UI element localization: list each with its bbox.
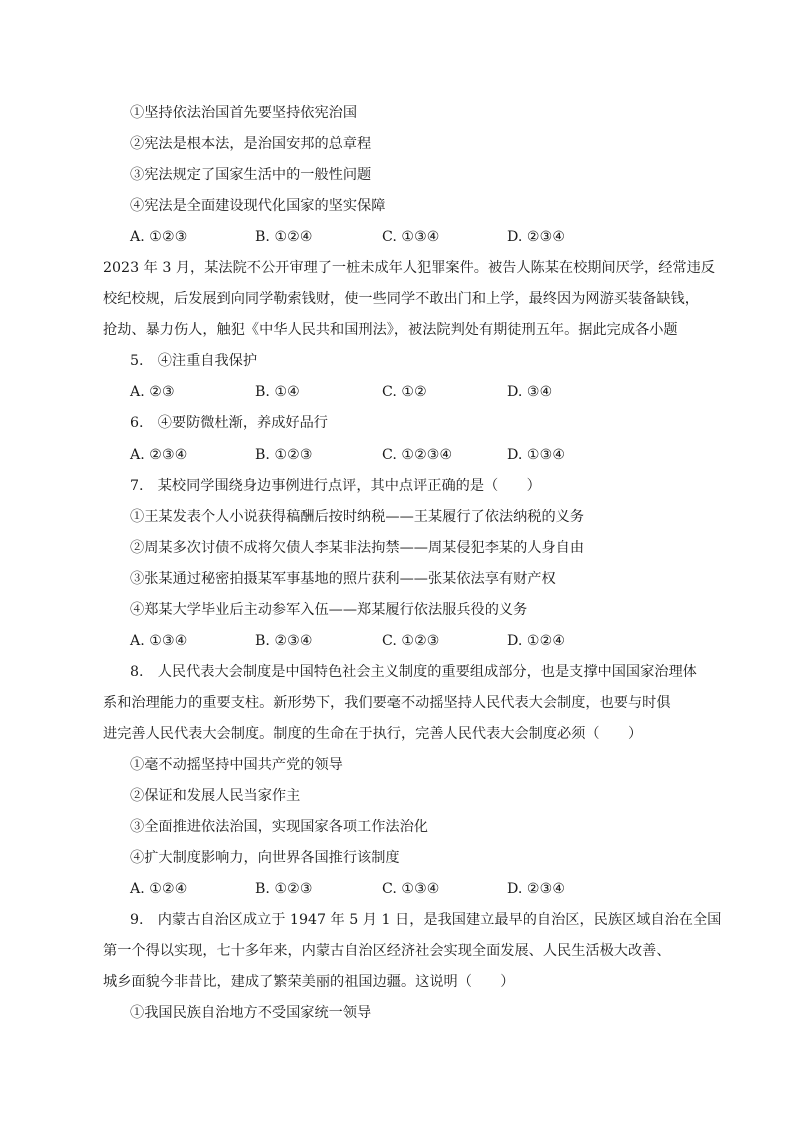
statement: ②宪法是根本法，是治国安邦的总章程 [130, 136, 372, 152]
option-c: C. ①② [382, 384, 427, 400]
statement: ③张某通过秘密拍摄某军事基地的照片获利——张某依法享有财产权 [130, 571, 556, 587]
statement: ②保证和发展人民当家作主 [130, 788, 301, 804]
statement: ③全面推进依法治国，实现国家各项工作法治化 [130, 819, 428, 835]
option-d: D. ③④ [507, 384, 553, 400]
option-a: A. ①③④ [130, 633, 188, 649]
option-b: B. ①②③ [255, 881, 313, 897]
question-stem-line: 9. 内蒙古自治区成立于 1947 年 5 月 1 日，是我国建立最早的自治区，民族区域自治在全国 [130, 912, 722, 928]
option-d: D. ①③④ [507, 447, 566, 463]
option-d: D. ②③④ [507, 229, 566, 245]
option-b: B. ①②④ [255, 229, 313, 245]
option-a: A. ①②③ [130, 229, 188, 245]
statement: ②周某多次讨债不成将欠债人李某非法拘禁——周某侵犯李某的人身自由 [130, 540, 585, 556]
option-a: A. ①②④ [130, 881, 188, 897]
option-c: C. ①②③④ [382, 447, 453, 463]
statement: ①我国民族自治地方不受国家统一领导 [130, 1005, 372, 1021]
question-stem-line: 进完善人民代表大会制度。制度的生命在于执行，完善人民代表大会制度必须（ ） [103, 726, 643, 742]
statement: ④扩大制度影响力，向世界各国推行该制度 [130, 850, 400, 866]
option-a: A. ②③ [130, 384, 175, 400]
material-line: 抢劫、暴力伤人，触犯《中华人民共和国刑法》，被法院判处有期徒刑五年。据此完成各小题 [103, 322, 678, 338]
question-stem-line: 第一个得以实现，七十多年来，内蒙古自治区经济社会实现全面发展、人民生活极大改善、 [103, 943, 671, 959]
question-stem: 6. ④要防微杜渐，养成好品行 [130, 415, 328, 431]
question-stem: 5. ④注重自我保护 [130, 353, 258, 369]
option-c: C. ①③④ [382, 881, 440, 897]
material-line: 2023 年 3 月，某法院不公开审理了一桩未成年人犯罪案件。被告人陈某在校期间厌学，经常违反 [103, 260, 715, 276]
statement: ①毫不动摇坚持中国共产党的领导 [130, 757, 343, 773]
statement: ①坚持依法治国首先要坚持依宪治国 [130, 105, 358, 121]
option-d: D. ①②④ [507, 633, 566, 649]
question-stem-line: 系和治理能力的重要支柱。新形势下，我们要毫不动摇坚持人民代表大会制度，也要与时俱 [103, 695, 671, 711]
option-a: A. ②③④ [130, 447, 188, 463]
option-c: C. ①③④ [382, 229, 440, 245]
option-c: C. ①②③ [382, 633, 440, 649]
material-line: 校纪校规，后发展到向同学勒索钱财，使一些同学不敢出门和上学，最终因为网游买装备缺钱， [103, 291, 699, 307]
question-stem-line: 城乡面貌今非昔比，建成了繁荣美丽的祖国边疆。这说明（ ） [103, 974, 515, 990]
option-b: B. ①④ [255, 384, 300, 400]
option-b: B. ②③④ [255, 633, 313, 649]
question-stem-line: 8. 人民代表大会制度是中国特色社会主义制度的重要组成部分，也是支撑中国国家治理体 [130, 664, 697, 680]
statement: ④宪法是全面建设现代化国家的坚实保障 [130, 198, 386, 214]
question-stem: 7. 某校同学围绕身边事例进行点评，其中点评正确的是（ ） [130, 478, 541, 494]
statement: ③宪法规定了国家生活中的一般性问题 [130, 167, 372, 183]
option-b: B. ①②③ [255, 447, 313, 463]
statement: ④郑某大学毕业后主动参军入伍——郑某履行依法服兵役的义务 [130, 602, 528, 618]
statement: ①王某发表个人小说获得稿酬后按时纳税——王某履行了依法纳税的义务 [130, 509, 585, 525]
option-d: D. ②③④ [507, 881, 566, 897]
